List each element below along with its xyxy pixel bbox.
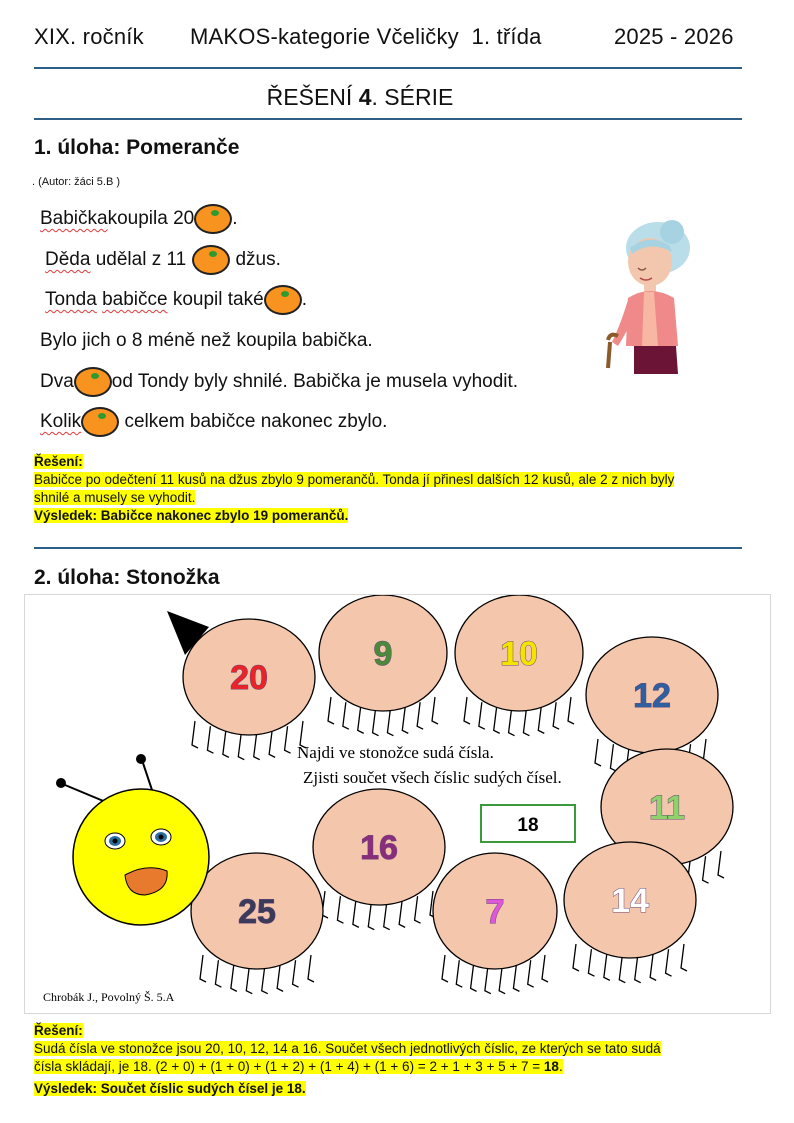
centipede-leg — [442, 955, 448, 982]
solution-sum: 18 — [543, 1059, 559, 1074]
centipede-leg — [464, 697, 470, 724]
centipede-leg — [650, 953, 656, 980]
centipede-leg — [479, 702, 485, 729]
segment-number: 10 — [500, 635, 538, 673]
header-rule — [34, 67, 742, 69]
centipede-leg — [246, 967, 252, 994]
title-rule — [34, 118, 742, 120]
task1-author: . (Autor: žáci 5.B ) — [32, 176, 121, 188]
task1-line-5: Dva od Tondy byly shnilé. Babička je musela vyhodit. — [40, 367, 518, 397]
centipede-leg — [456, 960, 462, 987]
segment-number: 11 — [649, 789, 685, 827]
task1-line-6: Kolik celkem babičce nakonec zbylo. — [40, 407, 387, 437]
centipede-leg — [293, 960, 299, 987]
centipede-leg — [358, 706, 364, 733]
orange-icon — [194, 204, 232, 234]
centipede-leg — [308, 955, 314, 982]
task2-heading: 2. úloha: Stonožka — [34, 566, 220, 589]
centipede-leg — [328, 697, 334, 724]
centipede-leg — [573, 944, 579, 971]
orange-icon — [264, 285, 302, 315]
centipede-leg — [538, 706, 544, 733]
centipede-leg — [610, 744, 616, 771]
solution-label: Řešení: — [34, 1023, 83, 1038]
centipede-leg — [619, 956, 625, 983]
centipede-leg — [417, 702, 423, 729]
centipede-leg — [718, 851, 724, 878]
centipede-leg — [373, 709, 379, 736]
segment-number: 25 — [238, 893, 276, 931]
school-year: 2025 - 2026 — [614, 24, 734, 49]
centipede-leg — [384, 903, 390, 930]
segment-number: 20 — [230, 659, 268, 697]
centipede-leg — [368, 903, 374, 930]
centipede-leg — [402, 706, 408, 733]
centipede-leg — [471, 964, 477, 991]
task1-result: Výsledek: Babičce nakonec zbylo 19 pomerančů. — [34, 508, 349, 523]
centipede-leg — [666, 949, 672, 976]
centipede-leg — [215, 960, 221, 987]
centipede-leg — [337, 896, 343, 923]
answer-value: 18 — [517, 815, 539, 836]
centipede-leg — [269, 730, 275, 757]
centipede-leg — [192, 721, 198, 748]
centipede-leg — [254, 733, 260, 760]
centipede-figure — [24, 594, 771, 1014]
centipede-leg — [262, 967, 268, 994]
segment-number: 12 — [633, 677, 671, 715]
task1-line-1: Babička koupila 20 . — [40, 204, 238, 234]
centipede-leg — [499, 967, 505, 994]
solution-text-2: shnilé a musely se vyhodit. — [34, 490, 196, 505]
centipede-leg — [523, 709, 529, 736]
segment-number: 9 — [373, 635, 393, 673]
centipede-leg — [238, 733, 244, 760]
instruction-1: Najdi ve stonožce sudá čísla. — [297, 743, 494, 762]
centipede-leg — [343, 702, 349, 729]
centipede-leg — [432, 697, 438, 724]
centipede-leg — [568, 697, 574, 724]
centipede-leg — [387, 709, 393, 736]
centipede-leg — [513, 964, 519, 991]
orange-icon — [74, 367, 112, 397]
figure-credit: Chrobák J., Povolný Š. 5.A — [43, 990, 175, 1004]
centipede-leg — [231, 964, 237, 991]
solution-text-2: čísla skládají, je 18. (2 + 0) + (1 + 0) + (1 + 2) + (1 + 4) + (1 + 6) = 2 + 1 + 3 + 5 + 7 = — [34, 1059, 544, 1074]
task1-heading: 1. úloha: Pomeranče — [34, 136, 240, 159]
solution-label: Řešení: — [34, 454, 83, 469]
instruction-2: Zjisti součet všech číslic sudých čísel. — [303, 768, 562, 787]
centipede-leg — [553, 702, 559, 729]
centipede-leg — [528, 960, 534, 987]
centipede-leg — [588, 949, 594, 976]
solution-text-1: Babičce po odečtení 11 kusů na džus zbylo 9 pomerančů. Tonda jí přinesl dalších 12 kusů, ale 2 z nich byly — [34, 472, 675, 487]
centipede-leg — [494, 706, 500, 733]
face-head — [56, 754, 209, 925]
task1-line-4: Bylo jich o 8 méně než koupila babička. — [40, 330, 373, 351]
centipede-leg — [200, 955, 206, 982]
centipede-leg — [277, 964, 283, 991]
centipede-leg — [542, 955, 548, 982]
centipede-leg — [595, 739, 601, 766]
task1-line-3: Tonda babičce koupil také . — [45, 285, 307, 315]
segment-number: 14 — [611, 882, 649, 920]
centipede-leg — [399, 900, 405, 927]
centipede-leg — [604, 953, 610, 980]
orange-icon — [192, 245, 230, 275]
section-rule — [34, 547, 742, 549]
centipede-leg — [681, 944, 687, 971]
page-title: ŘEŠENÍ 4. SÉRIE — [266, 84, 454, 110]
segment-number: 7 — [485, 893, 505, 931]
orange-icon — [81, 407, 119, 437]
issue-label: XIX. ročník — [34, 24, 144, 49]
centipede-leg — [207, 726, 213, 753]
solution-text-1: Sudá čísla ve stonožce jsou 20, 10, 12, 14 a 16. Součet všech jednotlivých číslic, ze kterých se tato sudá — [34, 1041, 661, 1056]
centipede-leg — [635, 956, 641, 983]
grandma-illustration — [598, 218, 696, 378]
task1-line-2: Děda udělal z 11 džus. — [45, 245, 281, 275]
category-label: MAKOS-kategorie Včeličky 1. třída — [190, 24, 542, 49]
centipede-leg — [353, 900, 359, 927]
centipede-leg — [285, 726, 291, 753]
task2-result: Výsledek: Součet číslic sudých čísel je 18. — [34, 1081, 306, 1096]
centipede-leg — [509, 709, 515, 736]
centipede-leg — [223, 730, 229, 757]
segment-number: 16 — [360, 829, 398, 867]
centipede-leg — [485, 967, 491, 994]
centipede-leg — [703, 856, 709, 883]
centipede-svg — [25, 595, 770, 1013]
task1-solution — [34, 453, 774, 525]
task2-solution: Řešení: Sudá čísla ve stonožce jsou 20, 10, 12, 14 a 16. Součet všech jednotlivých číslic, ze kterých se tato sudá čísla skládají, je 18. (2 + 0) + (1 + 0) + (1 + 2) + (1 + 4) + (1 + 6) = 2 + 1 + 3 + 5 + 7 = 18. Výsledek: Součet číslic sudých čísel je 18. — [34, 1023, 661, 1096]
centipede-leg — [415, 896, 421, 923]
